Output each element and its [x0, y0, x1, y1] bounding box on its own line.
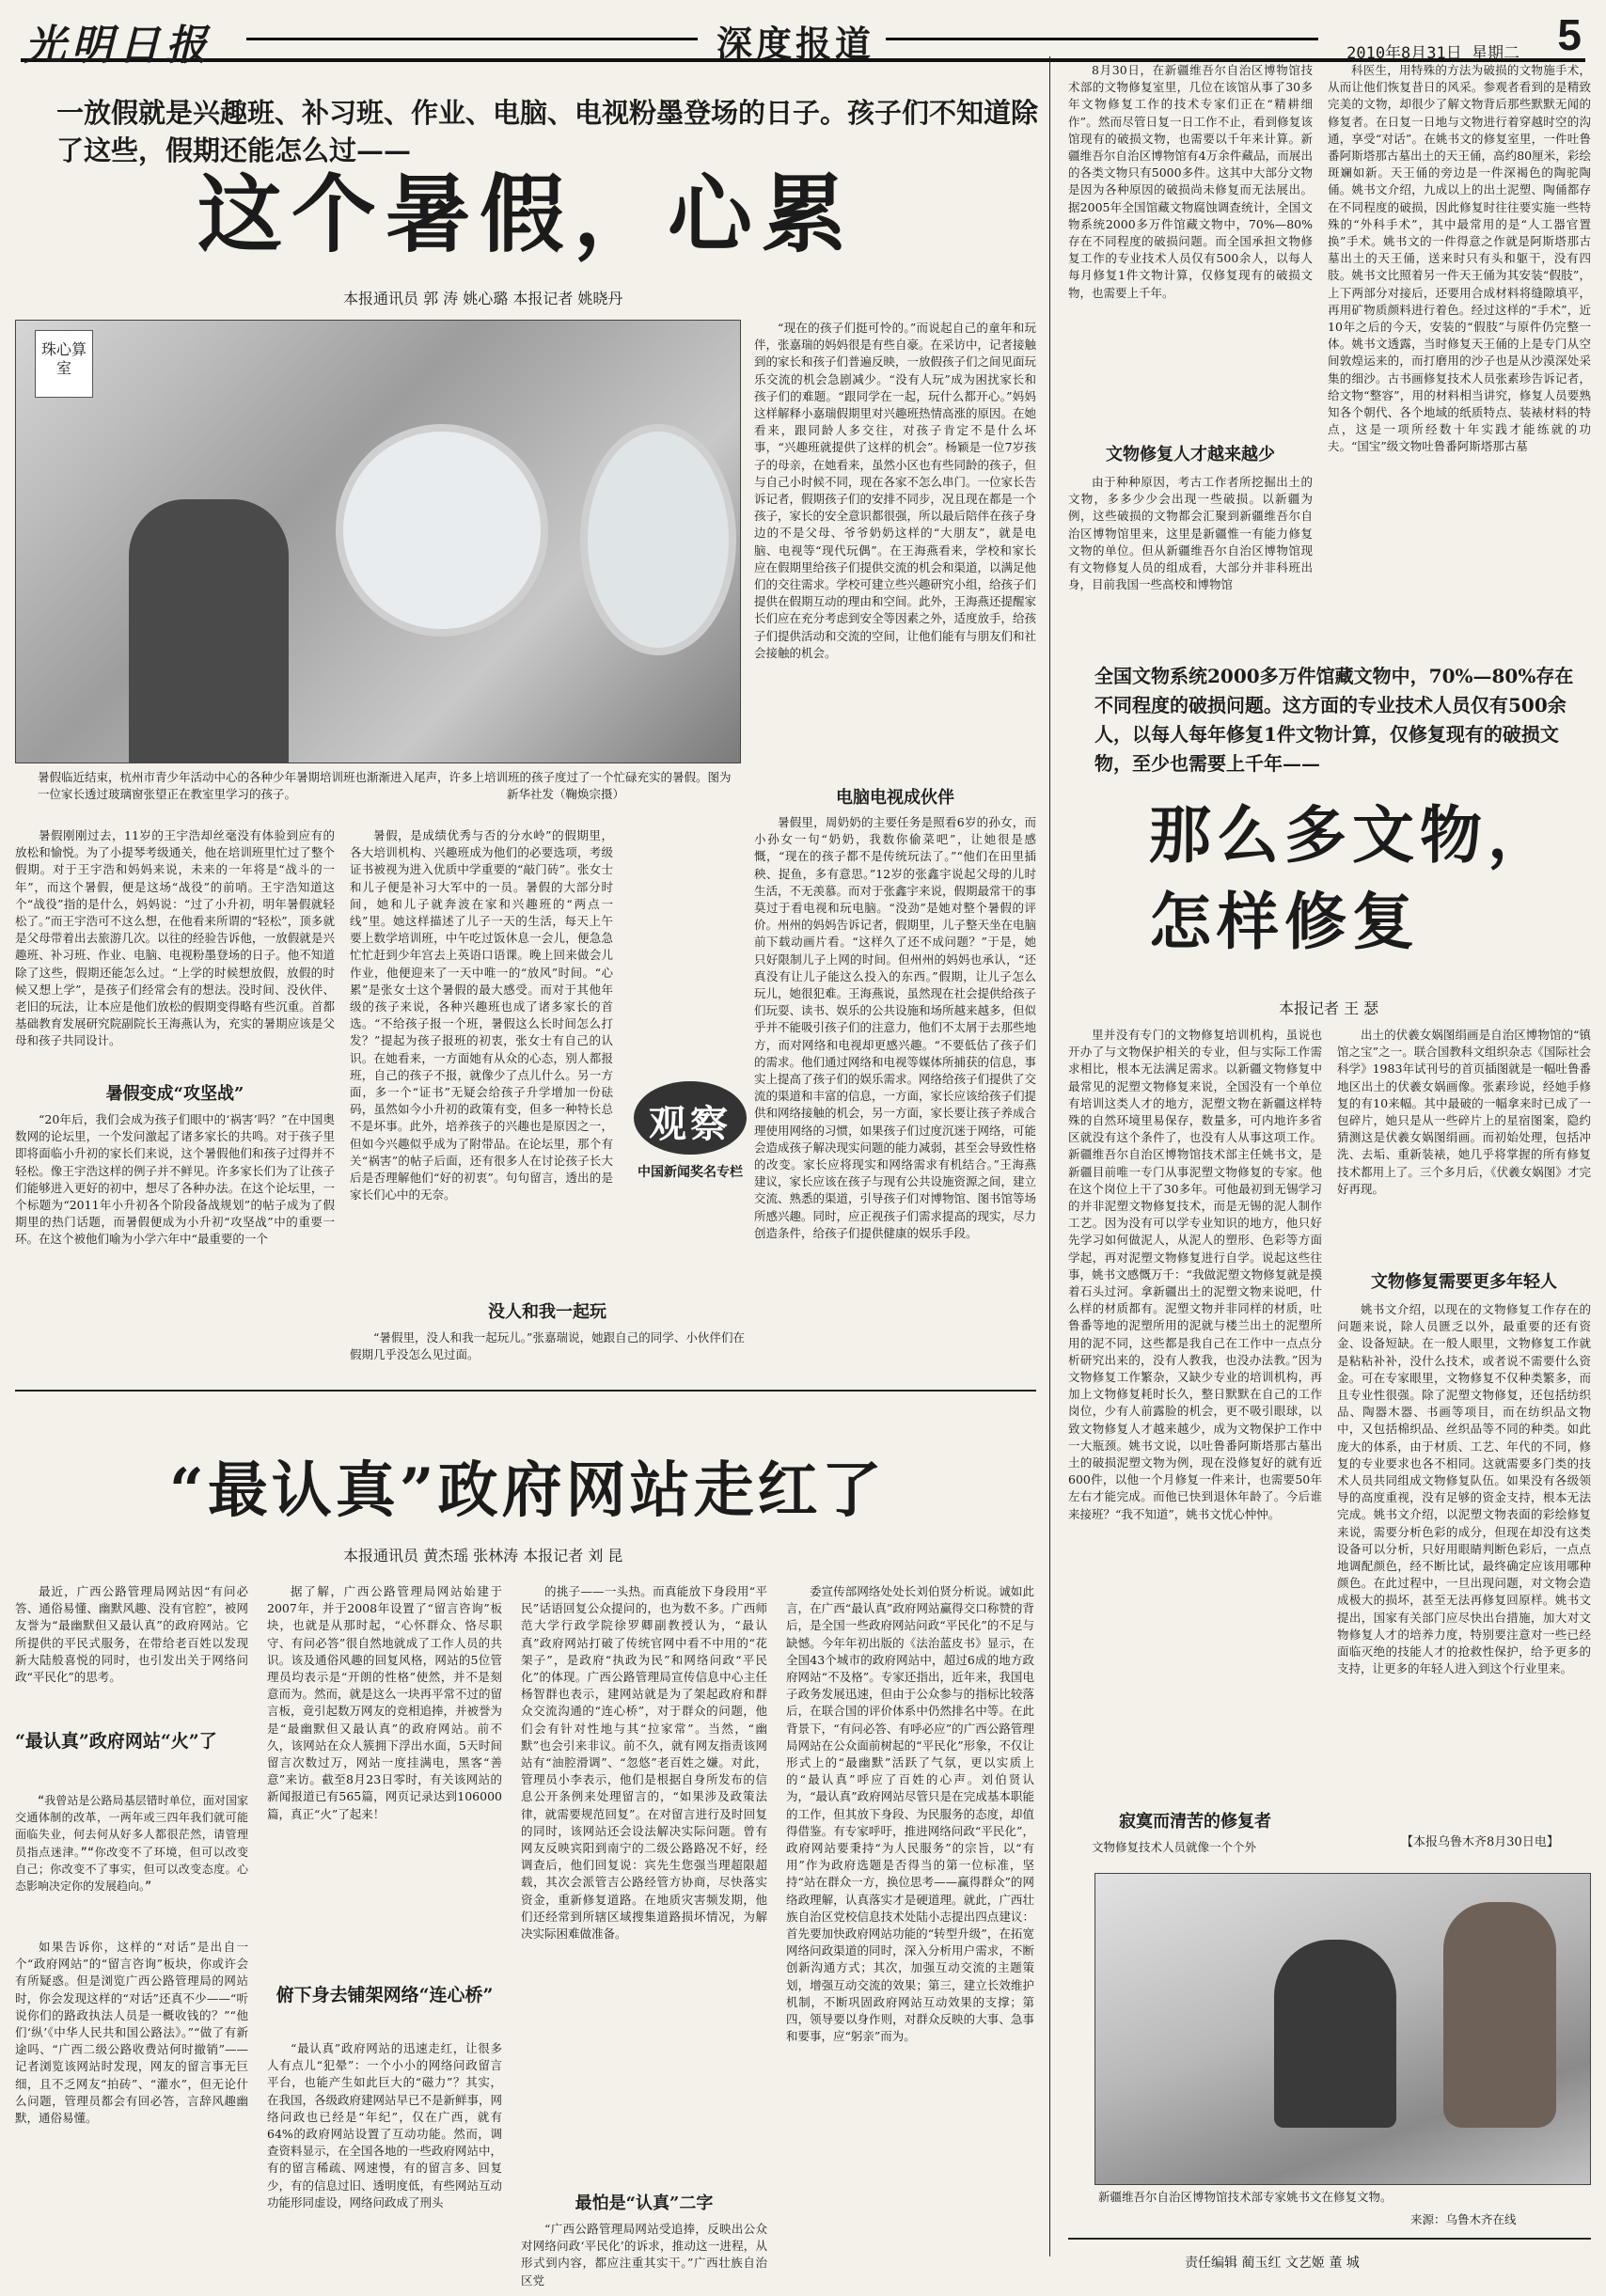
article3-col2-text: 科医生，用特殊的方法为破损的文物施手术，从而让他们恢复昔日的风采。参观者看到的是精致完美的文物，却很少了解文物背后那些默默无闻的修复者。在日复一日地与文物进行着穿越时空的沟通，享受“对话”。在姚书文的修复室里，一件吐鲁番阿斯塔那古墓出土的天王俑，高约80厘米，彩绘斑斓如新。天王俑的旁边是一件深褐色的陶驼陶俑。姚书文介绍，九成以上的出土泥塑、陶俑都存在不同程度的破损，因此修复时往往要实施一些特殊的“外科手术”，其中最常用的是“人工器官置换”手术。姚书文的一件得意之作就是阿斯塔那古墓出土的天王俑，送来时只有头和躯干，没有四肢。姚书文比照着另一件天王俑为其安装“假肢”，上下两部分对接后，还要用合成材料将缝隙填平，再用矿物质颜料进行着色。经过这样的“手术”，近10年之后的今天，安装的“假肢”与原件仍完整一体。姚书文透露，当时修复天王俑的上是专门从空间敦煌运来的，而打磨用的沙子也是从沙漠深处采集的细沙。古书画修复技术人员张素珍告诉记者，给文物“整容”，用的材料相当讲究，修复人员要熟知各个朝代、各个地域的纸质特点、装裱材料的特点，这是一项所经数十年实践才能练就的功夫。“国宝”级文物吐鲁番阿斯塔那古墓: [1328, 63, 1591, 454]
restorer-figure: [1274, 1940, 1396, 2128]
article3-col3b-text: 文物修复技术人员就像一个个外: [1092, 1840, 1257, 1854]
article2-column-3b: [521, 2221, 767, 2287]
article3-byline: 本报记者 王 瑟: [1279, 999, 1379, 1017]
article1-column-2: [350, 827, 613, 1297]
article3-column-1: [1068, 62, 1313, 438]
article2-quote: [15, 1792, 248, 1933]
badge-subtitle: 中国新闻奖名专栏: [638, 1165, 743, 1180]
article1-caption: [38, 769, 733, 803]
article3-subtitle-1: 文物修复人才越来越少: [1106, 445, 1275, 464]
responsible-editors: 责任编辑 蔺玉红 文艺姬 董 城: [1185, 2256, 1360, 2271]
article3-column-3b: [1068, 1839, 1322, 1858]
article3-deck: 全国文物系统2000多万件馆藏文物中，70%—80%存在不同程度的破损问题。这方面的专业技术人员仅有500余人，以每人每年修复1件文物计算，仅修复现有的破损文物，至少也需要上千年——: [1094, 665, 1574, 775]
masthead: [21, 10, 1585, 70]
statue-figure: [1443, 1902, 1556, 2128]
article2-col2-text: 据了解，广西公路管理局网站始建于2007年，并于2008年设置了“留言咨询”板块，也就是从那时起，“心怀群众、恪尽职守、有问必答”很自然地就成了工作人员的共识。该及通俗风趣的回复风格，网站的5位管理员均表示是“开朗的性格”使然，并不是刻意而为。然而，就是这么一块再平常不过的留言板，竟引起数万网友的竞相追捧，并被誉为是“最幽默但又最认真”的政府网站。前不久，该网站在众人簇拥下浮出水面，5天时间留言次数过万，网站一度挂满电，黑客“善意”来访。截至8月23日零时，有关该网站的新闻报道已有565篇，网页记录达到106000篇，真正“火”了起来！: [267, 1584, 502, 1821]
article3-col1b-text: 由于种种原因，考古工作者所挖掘出土的文物，多多少少会出现一些破损。以新疆为例，这些破损的文物都会汇聚到新疆维吾尔自治区博物馆里来，这里是新疆惟一有能力修复文物的单位。但从新疆维吾尔自治区博物馆现有文物修复人员的组成看，大部分并非科班出身，目前我国一些高校和博物馆: [1068, 475, 1313, 592]
article3-col4-text: 出土的伏羲女娲图绢画是自治区博物馆的“镇馆之宝”之一。联合国教科文组织杂志《国际社会科学》1983年试刊号的首页插图就是一幅吐鲁番地区出土的伏羲女娲画像。张素珍说，经她手修复的有10来幅。其中最破的一幅拿来时已成了一包碎片，她只是从一些碎片上的星宿图案，隐约猜测这是伏羲女娲图绢画。而初始处理，包括冲洗、去垢、重新装裱，她几乎将掌握的所有修复技术都用上了。三个多月后，《伏羲女娲图》才完好再现。: [1337, 1028, 1591, 1196]
article3-col1-text: 8月30日，在新疆维吾尔自治区博物馆技术部的文物修复室里，几位在该馆从事了30多年文物修复工作的技术专家们正在“精耕细作”。然而尽管日复一日工作不止，看到修复该馆现有的破损文物，也需要以千年来计算。新疆维吾尔自治区博物馆有4万余件藏品，而展出的各类文物只有5000多件。这其中大部分文物是因为各种原因的破损尚未修复而无法展出。据2005年全国馆藏文物腐蚀调查统计，全国文物系统2000多万件馆藏文物中，70%—80%存在不同程度的破损问题。而全国承担文物修复工作的专业技术人员仅有500余人，以每人每月修复1件文物计算，仅修复现有的破损文物，也需要上千年。: [1068, 63, 1313, 300]
article2-column-2b: [267, 2040, 502, 2287]
article1-col1-text: 暑假刚刚过去，11岁的王宇浩却丝毫没有体验到应有的放松和愉悦。为了小提琴考级通关，他在培训班里忙过了整个假期。对于王宇浩和妈妈来说，未来的一年将是“战斗的一年”，而这个暑假，便是这场“战役”的前哨。王宇浩知道这个“战役”指的是什么，妈妈说：“过了小升初，明年暑假就轻松了。”而王宇浩可不这么想，在他看来所谓的“轻松”，顶多就是父母带着出去旅游几次。以往的经验告诉他，一放假就是兴趣班、补习班、作业、电脑、电视粉墨登场的日子。他不知道除了这些，假期还能怎么过。“上学的时候想放假，放假的时候又想上学”，是孩子们经常会有的想法。没时间、没伙伴、老旧的玩法，让本应是他们放松的假期变得略有些沉重。首都基础教育发展研究院副院长王海燕认为，充实的暑期应该是父母和孩子共同设计。: [15, 828, 335, 1048]
article1-column-2b: [350, 1329, 745, 1375]
article3-column-1b: [1068, 474, 1313, 649]
article-divider: [15, 1390, 1036, 1392]
article3-col3-text: 里并没有专门的文物修复培训机构，虽说也开办了与文物保护相关的专业，但与实际工作需求相比，根本无法满足需求。以新疆文物修复中最常见的泥塑文物修复来说，全国没有一个单位有培训这类人才的地方，泥塑文物在新疆这样特殊的自然环境里易保存，数量多，可内地许多省区就没有这个条件了，也没有人从事这项工作。新疆维吾尔自治区博物馆技术部主任姚书文，是新疆目前唯一专门从事泥塑文物修复的专家。他在这个岗位上干了30多年。可他最初到无锡学习的并非泥塑文物修复技术，而是无锡的泥人制作工艺。因为没有可以学专业知识的地方，他只好先学习如何做泥人，从泥人的塑形、色彩等方面学起，再对泥塑文物修复进行自学。说起这些往事，姚书文感慨万千：“我做泥塑文物修复就是摸着石头过河。拿新疆出土的泥塑文物来说吧，什么样的材质都有。泥塑文物并非同样的材质，吐鲁番等地的泥塑所用的泥就与楼兰出土的泥塑所用的泥不同，这些都是我自己在工作中一点点分析研究出来的，没有人教我，也没办法教。”因为文物修复工作繁杂，又缺少专业的培训机构，再加上文物修复耗时长久，整日默默在自己的工作岗位，少有人前露脸的机会，更不吸引眼球，以致文物修复人才越来越少，成为文物保护工作中一大瓶颈。姚书文说，以吐鲁番阿斯塔那古墓出土的破损泥塑文物为例，现在没修复好的就有近600件，以他一个月修复一件来计，也需要50年左右才能完成。而他已快到退休年龄了。今后谁来接班？“我不知道”，姚书文忧心忡忡。: [1068, 1028, 1322, 1521]
parent-figure: [129, 499, 289, 763]
article2-column-1b: [15, 1939, 248, 2287]
article3-column-4: [1337, 1027, 1591, 1262]
article1-column-3: [754, 320, 1036, 782]
article1-col3b-text: 暑假里，周奶奶的主要任务是照看6岁的孙女，而小孙女一句“奶奶，我数你偷菜吧”，让她很是感慨，“现在的孩子都不是传统玩法了。”“他们在田里插秧、捉鱼，多有意思。”12岁的张鑫宇说起父母的儿时生活，不无羡慕。而对于张鑫宇来说，假期最常干的事莫过于看电视和玩电脑。“没劲”是她对整个暑假的评价。州州的妈妈告诉记者，假期里，儿子整天坐在电脑前下载动画片看。“这样久了还不成问题？”于是，她只好限制儿子上网的时间。但州州的妈妈也承认，“还真没有让儿子能这么投入的东西。”假期，让儿子怎么玩儿，她很犯难。王海燕说，虽然现在社会提供给孩子们玩耍、读书、娱乐的公共设施和场所越来越多，但似乎并不能吸引孩子们的注意力，他们不太屑于去那些地方，而对网络和电视却更感兴趣。“不要低估了孩子们的需求。他们通过网络和电视等媒体所捕获的信息，事实上提高了孩子们的娱乐需求。网络给孩子们提供了交流的渠道和丰富的信息，一方面，家长应该给孩子们提供和网络接触的机会，另一方面，家长要让孩子养成合理使用网络的习惯，如果孩子们过度沉迷于网络，可能会造成孩子解决现实问题的能力减弱，甚至会导致性格的改变。家长应将现实和网络需求有机结合。”王海燕建议，家长应该在孩子与现有公共设施资源之间，建立交流、熟悉的渠道，引导孩子们对博物馆、图书馆等场所感兴趣。同时，应正视孩子们需求提高的现实，尽力创造条件，给孩子们提供健康的娱乐手段。: [754, 815, 1036, 1240]
column-badge: [621, 1081, 760, 1185]
article2-col1-text: 最近，广西公路管理局网站因“有问必答、通俗易懂、幽默风趣、没有官腔”，被网友誉为“最幽默但又最认真”的政府网站。它所提供的平民式服务，在带给老百姓以发现新大陆般喜悦的同时，也引发出关于网络问政“平民化”的思考。: [15, 1584, 248, 1685]
article3-column-2: [1328, 62, 1591, 649]
masthead-rule-left: [246, 38, 698, 40]
badge-title: 观察: [649, 1102, 732, 1146]
article2-col4-text: 委宣传部网络处处长刘伯贤分析说。诚如此言，在广西“最认真”政府网站赢得交口称赞的背后，是全国一些政府网站问政“平民化”的不足与缺憾。今年年初出版的《法治蓝皮书》显示，在全国43个城市的政府网站中，超过6成的地方政府网站“不及格”。专家还指出，近年来，我国电子政务发展迅速，但由于公众参与的指标比较落后，在联合国的评价体系中仍然排名中等。在此背景下，“有问必答、有呼必应”的广西公路管理局网站在公众面前树起的“平民化”形象，不仅让形式上的“最幽默”活跃了气氛，更以实质上的“最认真”呼应了百姓的心声。刘伯贤认为，“最认真”政府网站尽管只是在完成基本职能的工作，但其放下身段、为民服务的态度，却值得借鉴。有专家呼吁，推进网络问政“平民化”，政府网站要秉持“为人民服务”的宗旨，以“有用”作为政府选题是否得当的第一位标准，坚持“站在群众一方，换位思考——赢得群众”的网络政理解，认真落实才是硬道理。就此，广西壮族自治区党校信息技术处陆小志提出四点建议：首先要加快政府网站功能的“转型升级”，在拓宽网络问政渠道的同时，深入分析用户需求，不断创新沟通方式；其次，加强互动交流的主题策划，增强互动交流的效果；第三，建立长效维护机制，不断巩固政府网站互动效果的支撑；第四，领导要以身作则，对群众反映的大事、急事和要事，应“躬亲”而为。: [786, 1584, 1034, 2044]
caption-credit: 新华社发（鞠焕宗摄）: [507, 787, 625, 801]
article2-col3b-text: “广西公路管理局网站受追捧，反映出公众对网络问政‘平民化’的诉求，推动这一进程，从形式到内容，都应注重其实干。”广西壮族自治区党: [521, 2222, 767, 2287]
masthead-rule-right: [886, 38, 1318, 40]
article1-col2b-text: “暑假里，没人和我一起玩儿。”张嘉瑞说，她跟自己的同学、小伙伴们在假期几乎没怎么见过面。: [350, 1330, 745, 1362]
article2-col3-text: 的挑子——一头热。而真能放下身段用“平民”话语回复公众提问的，也为数不多。广西师范大学行政学院徐罗卿副教授认为，“最认真”政府网站打破了传统官网中看不中用的“花架子”，是政府“执政为民”和网络问政“平民化”的体现。广西公路管理局宣传信息中心主任杨智群也表示，建网站就是为了架起政府和群众交流沟通的“连心桥”，对于群众的问题，他们会有针对性地与其“拉家常”。当然，“幽默”也会引来非议。前不久，就有网友指责该网站有“油腔滑调”、“忽悠”老百姓之嫌。对此，管理员小李表示，他们是根据自身所发布的信息公开条例来处理留言的，“如果涉及政策法律，就需要规范回复”。在对留言进行及时回复的同时，该网站还会设法解决实际问题。曾有网友反映宾阳到南宁的二级公路路况不好，经调查后，他们回复说：宾先生您强当理超限超载，其次会派管吉公路经管方协商，尽快落实资金，重新修复道路。在地质灾害频发期，他们还经常到所辖区域搜集道路损坏情况，为解决实际困难做准备。: [521, 1584, 767, 1942]
article3-title-line1: 那么多文物，: [1149, 798, 1555, 872]
page-number: 5: [1557, 10, 1582, 59]
article1-col3-text: “现在的孩子们挺可怜的。”而说起自己的童年和玩伴，张嘉瑞的妈妈很是有些自豪。在采访中，记者接触到的家长和孩子们普遍反映，一放假孩子们之间见面玩乐交流的机会急剧减少。“没有人玩”成为困扰家长和孩子们的难题。“跟同学在一起，玩什么都开心。”妈妈这样解释小嘉瑞假期里对兴趣班热情高涨的原因。在她看来，跟同龄人多交往，对孩子肯定不是什么坏事，“兴趣班就提供了这样的机会”。杨颖是一位7岁孩子的母亲，在她看来，虽然小区也有些同龄的孩子，但与自己小时候不同，现在各家不怎么串门。一位家长告诉记者，假期孩子们的安排不同步，况且现在都是一个孩子，家长的安全意识都很强，所以最后陪伴在孩子身边的不是父母、爷爷奶奶这样的“大朋友”，就是电脑、电视等“现代玩偶”。在王海燕看来，学校和家长应在假期里给孩子们提供交流的机会和渠道，以满足他们的交往需求。学校可建立些兴趣研究小组，给孩子们提供在假期互动的理由和空间。此外，王海燕还提醒家长们应在充分考虑到安全等因素之外，适度放手，给孩子们提供活动和交流的空间，让他们能有与朋友们和社会接触的机会。: [754, 321, 1036, 660]
article3-photo: [1094, 1873, 1591, 2185]
article1-column-1b: [15, 1111, 335, 1375]
article2-column-4: [786, 1583, 1034, 2287]
article1-photo: [15, 320, 741, 763]
caption-text: 暑假临近结束，杭州市青少年活动中心的各种少年暑期培训班也渐渐进入尾声，许多上培训班的孩子度过了一个忙碌充实的暑假。图为一位家长透过玻璃窗张望正在教室里学习的孩子。: [38, 770, 732, 801]
article1-subtitle-3: 电脑电视成伙伴: [836, 788, 954, 808]
article3-photo-caption: 新疆维吾尔自治区博物馆技术部专家姚书文在修复文物。: [1098, 2190, 1393, 2204]
article1-title: 这个暑假，心累: [197, 165, 856, 264]
article1-column-3b: [754, 814, 1036, 1375]
article1-subtitle-2: 没人和我一起玩: [488, 1302, 606, 1322]
article2-column-1: [15, 1583, 248, 1724]
article3-subtitle-3: 文物修复需要更多年轻人: [1371, 1272, 1557, 1292]
article1-col1b-text: “20年后，我们会成为孩子们眼中的‘祸害’吗？”在中国奥数网的论坛里，一个发问激起了诸多家长的共鸣。对于孩子里即将面临小升初的家长们来说，这个暑假他们和孩子过得并不轻松。像王宇浩这样的例子并不鲜见。许多家长们为了让孩子们能够进入更好的初中，想尽了各种办法。在这个论坛里，一个标题为“2011年小升初各个阶段备战规划”的帖子成为了假期里的热门话题，而暑假便成为小升初“攻坚战”中的重要一环。在这个被他们喻为小学六年中“最重要的一个: [15, 1112, 335, 1247]
article1-column-1: [15, 827, 335, 1079]
article3-column-3: [1068, 1027, 1322, 1805]
article1-byline: 本报通讯员 郭 涛 姚心璐 本报记者 姚晓丹: [343, 290, 623, 307]
article2-quote-text: “我曾站是公路局基层错时单位，面对国家交通体制的改革，一两年或三四年我们就可能面临失业，何去何从好多人都很茫然，请管理员指点迷津。”“你改变不了环境，但可以改变自己；你改变不了事实，但可以改变态度。心态影响决定你的发展趋向。”: [15, 1794, 248, 1894]
article1-subhead: 一放假就是兴趣班、补习班、作业、电脑、电视粉墨登场的日子。孩子们不知道除了这些，假期还能怎么过——: [56, 97, 1039, 166]
article2-subtitle-3: 最怕是“认真”二字: [575, 2194, 714, 2213]
footer-rule: [1068, 2238, 1591, 2240]
article3-subtitle-2: 寂寞而清苦的修复者: [1119, 1812, 1271, 1832]
article3-col4b-text: 姚书文介绍，以现在的文物修复工作存在的问题来说，除人员匮乏以外，最重要的还有资金、设备短缺。在一般人眼里，文物修复工作就是粘粘补补，没什么技术，或者说不需要什么资金。可在专家眼里，文物修复不仅种类繁多，而且专业性很强。除了泥塑文物修复，还包括纺织品、陶器木器、书画等项目，而在纺织品文物中，又包括棉织品、丝织品等不同的种类。如此庞大的体系，由于材质、工艺、年代的不同，修复的专业要求也各不相同。这就需要多门类的技术人员共同组成文物修复队伍。如果没有各级领导的高度重视，没有足够的资金支持，根本无法完成。姚书文介绍，以泥塑文物表面的彩绘修复来说，需要分析色彩的成分，但现在却没有这类设备可以分析，只好用眼睛判断色彩后，一点点地调配颜色，经不断比试，最终确定应该用哪种颜色。在此过程中，一旦出现问题，对文物会造成极大的损坏，甚至无法再修复回原样。姚书文提出，国家有关部门应尽快出台措施，加大对文物修复人才的培养力度，特别要注意对一些已经面临灭绝的技能人才的抢救性保护，给予更多的支持，让更多的年轻人进入到这个行业里来。: [1337, 1302, 1591, 1676]
round-window-2: [580, 424, 736, 655]
article2-title: “最认真”政府网站走红了: [169, 1455, 886, 1526]
classroom-sign: 珠心算室: [35, 330, 93, 398]
article2-column-3: [521, 1583, 767, 2185]
newspaper-logo: 光明日报: [24, 22, 213, 70]
section-title: 深度报道: [716, 23, 875, 65]
issue-date: 2010年8月31日 星期二: [1346, 44, 1519, 63]
article2-col1b-text: 如果告诉你，这样的“对话”是出自一个“政府网站”的“留言咨询”板块，你或许会有所疑惑。但是浏览广西公路管理局的网站时，你会发现这样的“对话”还真不少——“听说你们的路政执法人员是一概收钱的？”“他们‘纵’《中华人民共和国公路法》。”“做了有新途吗、“广西二级公路收费站何时撤销”——记者浏览该网站时发现，网友的留言事无巨细，且不乏网友“拍砖”、“灌水”，但无论什么问题，管理员都会有回必答，言辞风趣幽默，通俗易懂。: [15, 1940, 248, 2126]
article2-subtitle-1: “最认真”政府网站“火”了: [15, 1731, 217, 1752]
article2-col2b-text: “最认真”政府网站的迅速走红，让很多人有点儿“犯晕”：一个小小的网络问政留言平台，也能产生如此巨大的“磁力”？其实，在我国，各级政府建网站早已不是新鲜事，网络问政也已经是“年纪”，仅在广西，就有64%的政府网站设置了互动功能。然而，调查资料显示，在全国各地的一些政府网站中，有的留言稀疏、网速慢，有的留言多、回复少，有的信息过旧、透明度低，有些网站互动功能形同虚设，网络问政成了刑头: [267, 2041, 502, 2210]
article3-title-line2: 怎样修复: [1149, 885, 1420, 958]
article1-subtitle-1: 暑假变成“攻坚战”: [105, 1084, 244, 1104]
round-window: [336, 424, 548, 637]
article2-subtitle-2: 俯下身去铺架网络“连心桥”: [276, 1985, 494, 2005]
article1-col2-text: 暑假，是成绩优秀与否的分水岭”的假期里，各大培训机构、兴趣班成为他们的必要选项，考级证书被视为进入优质中学重要的“敲门砖”。张女士和儿子便是补习大军中的一员。暑假的大部分时间，她和儿子就奔波在家和兴趣班的“两点一线”里。她这样描述了儿子一天的生活，每天上午要上数学培训班，中午吃过饭休息一会儿，便急急忙忙赶到少年宫去上英语口语课。晚上回来做会儿作业，他便迎来了一天中唯一的“放风”时间。“心累”是张女士这个暑假的最大感受。而对于其他年级的孩子来说，各种兴趣班也成了诸多家长的首选。“不给孩子报一个班，暑假这么长时间怎么打发？”提起为孩子报班的初衷，张女士有自己的认识。在她看来，一方面她有从众的心态，别人都报班，自己的孩子不报，就像少了点儿什么。另一方面，多一个“证书”无疑会给孩子升学增加一份砝码，虽然如今小升初的政策有变，但多一种特长总不是坏事。此外，培养孩子的兴趣也是原因之一，但如今兴趣似乎成为了附带品。在论坛里，那个有关“祸害”的帖子后面，还有很多人在讨论孩子长大后是否理解他们“好的初衷”。句句留言，透出的是家长们心中的无奈。: [350, 828, 613, 1203]
column-divider: [1049, 56, 1050, 2257]
article2-byline: 本报通讯员 黄杰瑶 张林涛 本报记者 刘 昆: [343, 1547, 623, 1565]
article2-column-2: [267, 1583, 502, 1978]
article3-column-4b: [1337, 1301, 1591, 1828]
article3-photo-credit: 来源：乌鲁木齐在线: [1410, 2212, 1517, 2226]
article3-dateline: 【本报乌鲁木齐8月30日电】: [1401, 1835, 1559, 1849]
